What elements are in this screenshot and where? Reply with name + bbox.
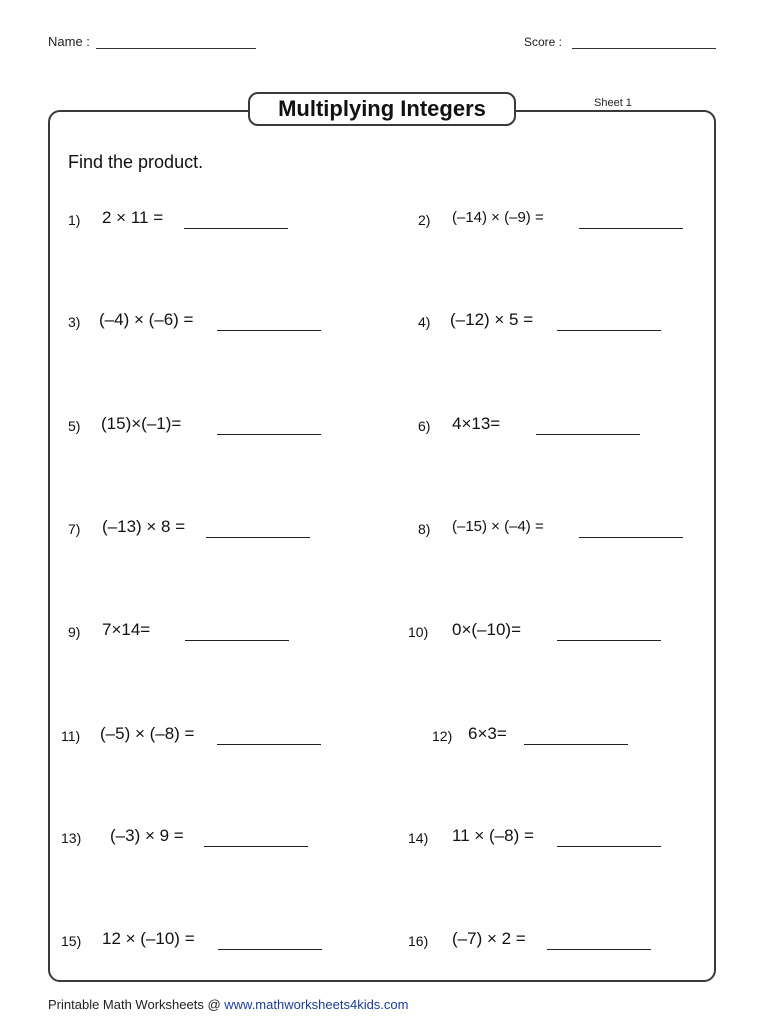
answer-blank[interactable] (579, 537, 683, 538)
problem-number: 1) (68, 212, 81, 228)
answer-blank[interactable] (184, 228, 288, 229)
score-line[interactable] (572, 48, 716, 49)
answer-blank[interactable] (217, 744, 321, 745)
problem-expression: (–12) × 5 = (450, 310, 534, 329)
answer-blank[interactable] (557, 846, 661, 847)
problem-expression: (15)×(–1)= (101, 414, 182, 433)
problem-expression: 0×(–10)= (452, 620, 521, 639)
problem-expression: 6×3= (468, 724, 507, 743)
answer-blank[interactable] (536, 434, 640, 435)
name-line[interactable] (96, 48, 256, 49)
answer-blank[interactable] (524, 744, 628, 745)
problem-expression: (–13) × 8 = (102, 517, 186, 536)
problem-number: 5) (68, 418, 81, 434)
footer-link[interactable]: www.mathworksheets4kids.com (224, 997, 409, 1012)
answer-blank[interactable] (557, 640, 661, 641)
answer-blank[interactable] (204, 846, 308, 847)
problem-number: 11) (61, 728, 81, 744)
problem-expression: (–5) × (–8) = (100, 724, 195, 743)
problem-number: 7) (68, 521, 81, 537)
problem-number: 4) (418, 314, 431, 330)
name-label: Name : (48, 34, 90, 49)
page-title: Multiplying Integers (248, 92, 516, 126)
problem-number: 16) (408, 933, 429, 949)
answer-blank[interactable] (557, 330, 661, 331)
problem-number: 12) (432, 728, 453, 744)
problem-expression: (–15) × (–4) = (452, 518, 544, 535)
problem-number: 6) (418, 418, 431, 434)
problem-expression: (–3) × 9 = (110, 826, 184, 845)
footer (48, 997, 408, 1012)
sheet-label: Sheet 1 (594, 97, 632, 109)
answer-blank[interactable] (217, 434, 321, 435)
problem-expression: 4×13= (452, 414, 501, 433)
problem-number: 8) (418, 521, 431, 537)
problem-number: 10) (408, 624, 429, 640)
score-label: Score : (524, 35, 563, 49)
answer-blank[interactable] (217, 330, 321, 331)
problem-expression: (–7) × 2 = (452, 929, 526, 948)
answer-blank[interactable] (579, 228, 683, 229)
problem-expression: 2 × 11 = (102, 208, 164, 227)
problem-expression: 12 × (–10) = (102, 929, 195, 948)
answer-blank[interactable] (547, 949, 651, 950)
footer-text: Printable Math Worksheets @ (48, 997, 225, 1012)
problem-expression: 7×14= (102, 620, 151, 639)
answer-blank[interactable] (185, 640, 289, 641)
answer-blank[interactable] (218, 949, 322, 950)
instructions: Find the product. (68, 152, 204, 172)
problem-number: 15) (61, 933, 82, 949)
problem-number: 2) (418, 212, 431, 228)
problem-number: 9) (68, 624, 81, 640)
problem-number: 14) (408, 830, 429, 846)
problem-expression: 11 × (–8) = (452, 826, 534, 845)
problem-expression: (–14) × (–9) = (452, 209, 544, 226)
problem-expression: (–4) × (–6) = (99, 310, 194, 329)
worksheet-frame (48, 110, 716, 982)
answer-blank[interactable] (206, 537, 310, 538)
problem-number: 3) (68, 314, 81, 330)
problem-number: 13) (61, 830, 82, 846)
